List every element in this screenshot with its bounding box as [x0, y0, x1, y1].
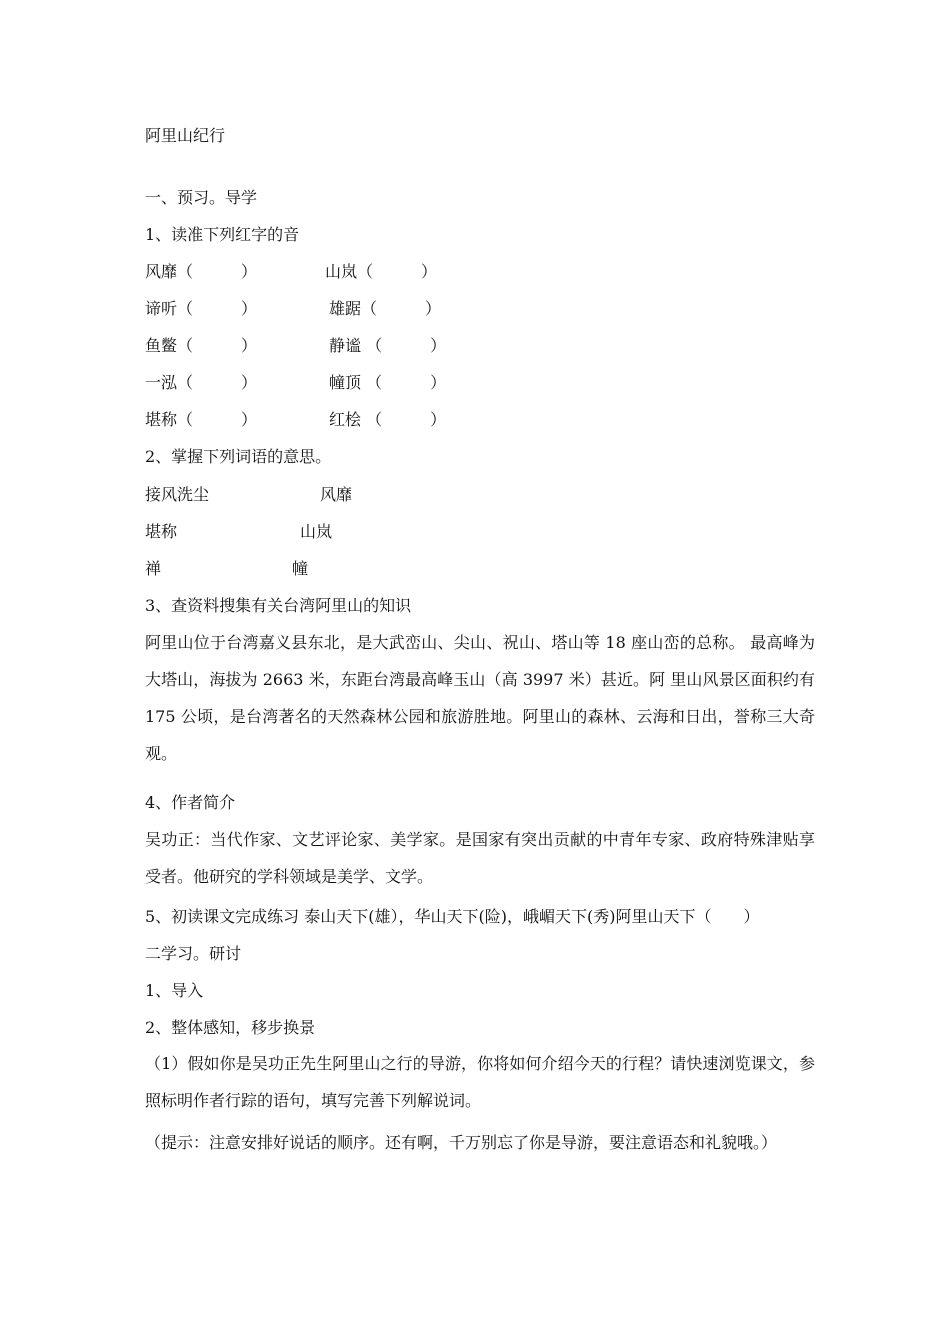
section-heading-2: 二学习。研讨	[145, 944, 242, 963]
pinyin-item: 鱼鳖（ ）	[145, 336, 258, 355]
pinyin-item: 一泓（ ）	[145, 373, 258, 392]
pinyin-item: 山岚（ ）	[325, 262, 438, 281]
author-bio-paragraph: 吴功正：当代作家、文艺评论家、美学家。是国家有突出贡献的中青年专家、政府特殊津贴享受者。他研究的学科领域是美学、文学。	[145, 830, 815, 886]
pinyin-item: 红桧 （ ）	[329, 410, 447, 429]
pinyin-item: 幢顶 （ ）	[329, 373, 447, 392]
question-5: 5、初读课文完成练习 泰山天下(雄），华山天下(险)，峨嵋天下(秀)阿里山天下（ ）	[145, 907, 760, 926]
question-2: 2、掌握下列词语的意思。	[145, 447, 332, 466]
step-overview: 2、整体感知，移步换景	[145, 1018, 316, 1037]
doc-title: 阿里山纪行	[145, 126, 226, 145]
vocab-item: 山岚	[300, 522, 333, 541]
hint-paragraph: （提示：注意安排好说话的顺序。还有啊，千万别忘了你是导游，要注意语态和礼貌哦。）	[145, 1133, 778, 1152]
pinyin-item: 谛听（ ）	[145, 299, 258, 318]
pinyin-item: 雄踞（ ）	[329, 299, 442, 318]
question-3: 3、查资料搜集有关台湾阿里山的知识	[145, 596, 412, 615]
question-1: 1、读准下列红字的音	[145, 225, 300, 244]
section-heading-1: 一、预习。导学	[145, 188, 258, 207]
pinyin-item: 堪称（ ）	[145, 410, 258, 429]
alishan-info-paragraph: 阿里山位于台湾嘉义县东北，是大武峦山、尖山、祝山、塔山等 18 座山峦的总称。 最高峰为大塔山，海拔为 2663 米，东距台湾最高峰玉山（高 3997 米）甚近。阿 里山风景区面积约有 175 公顷，是台湾著名的天然森林公园和旅游胜地。阿里山的森林、云海和日出，誉称三大奇观。	[145, 633, 815, 763]
vocab-item: 堪称	[145, 522, 178, 541]
vocab-item: 接风洗尘	[145, 485, 210, 504]
vocab-item: 风靡	[320, 485, 353, 504]
step-intro: 1、导入	[145, 981, 204, 1000]
vocab-item: 幢	[292, 559, 309, 578]
guide-task-paragraph: （1）假如你是吴功正先生阿里山之行的导游，你将如何介绍今天的行程？请快速浏览课文，参照标明作者行踪的语句，填写完善下列解说词。	[145, 1054, 815, 1110]
pinyin-item: 风靡（ ）	[145, 262, 258, 281]
question-4: 4、作者简介	[145, 793, 236, 812]
pinyin-item: 静谧 （ ）	[329, 336, 447, 355]
vocab-item: 禅	[145, 559, 162, 578]
